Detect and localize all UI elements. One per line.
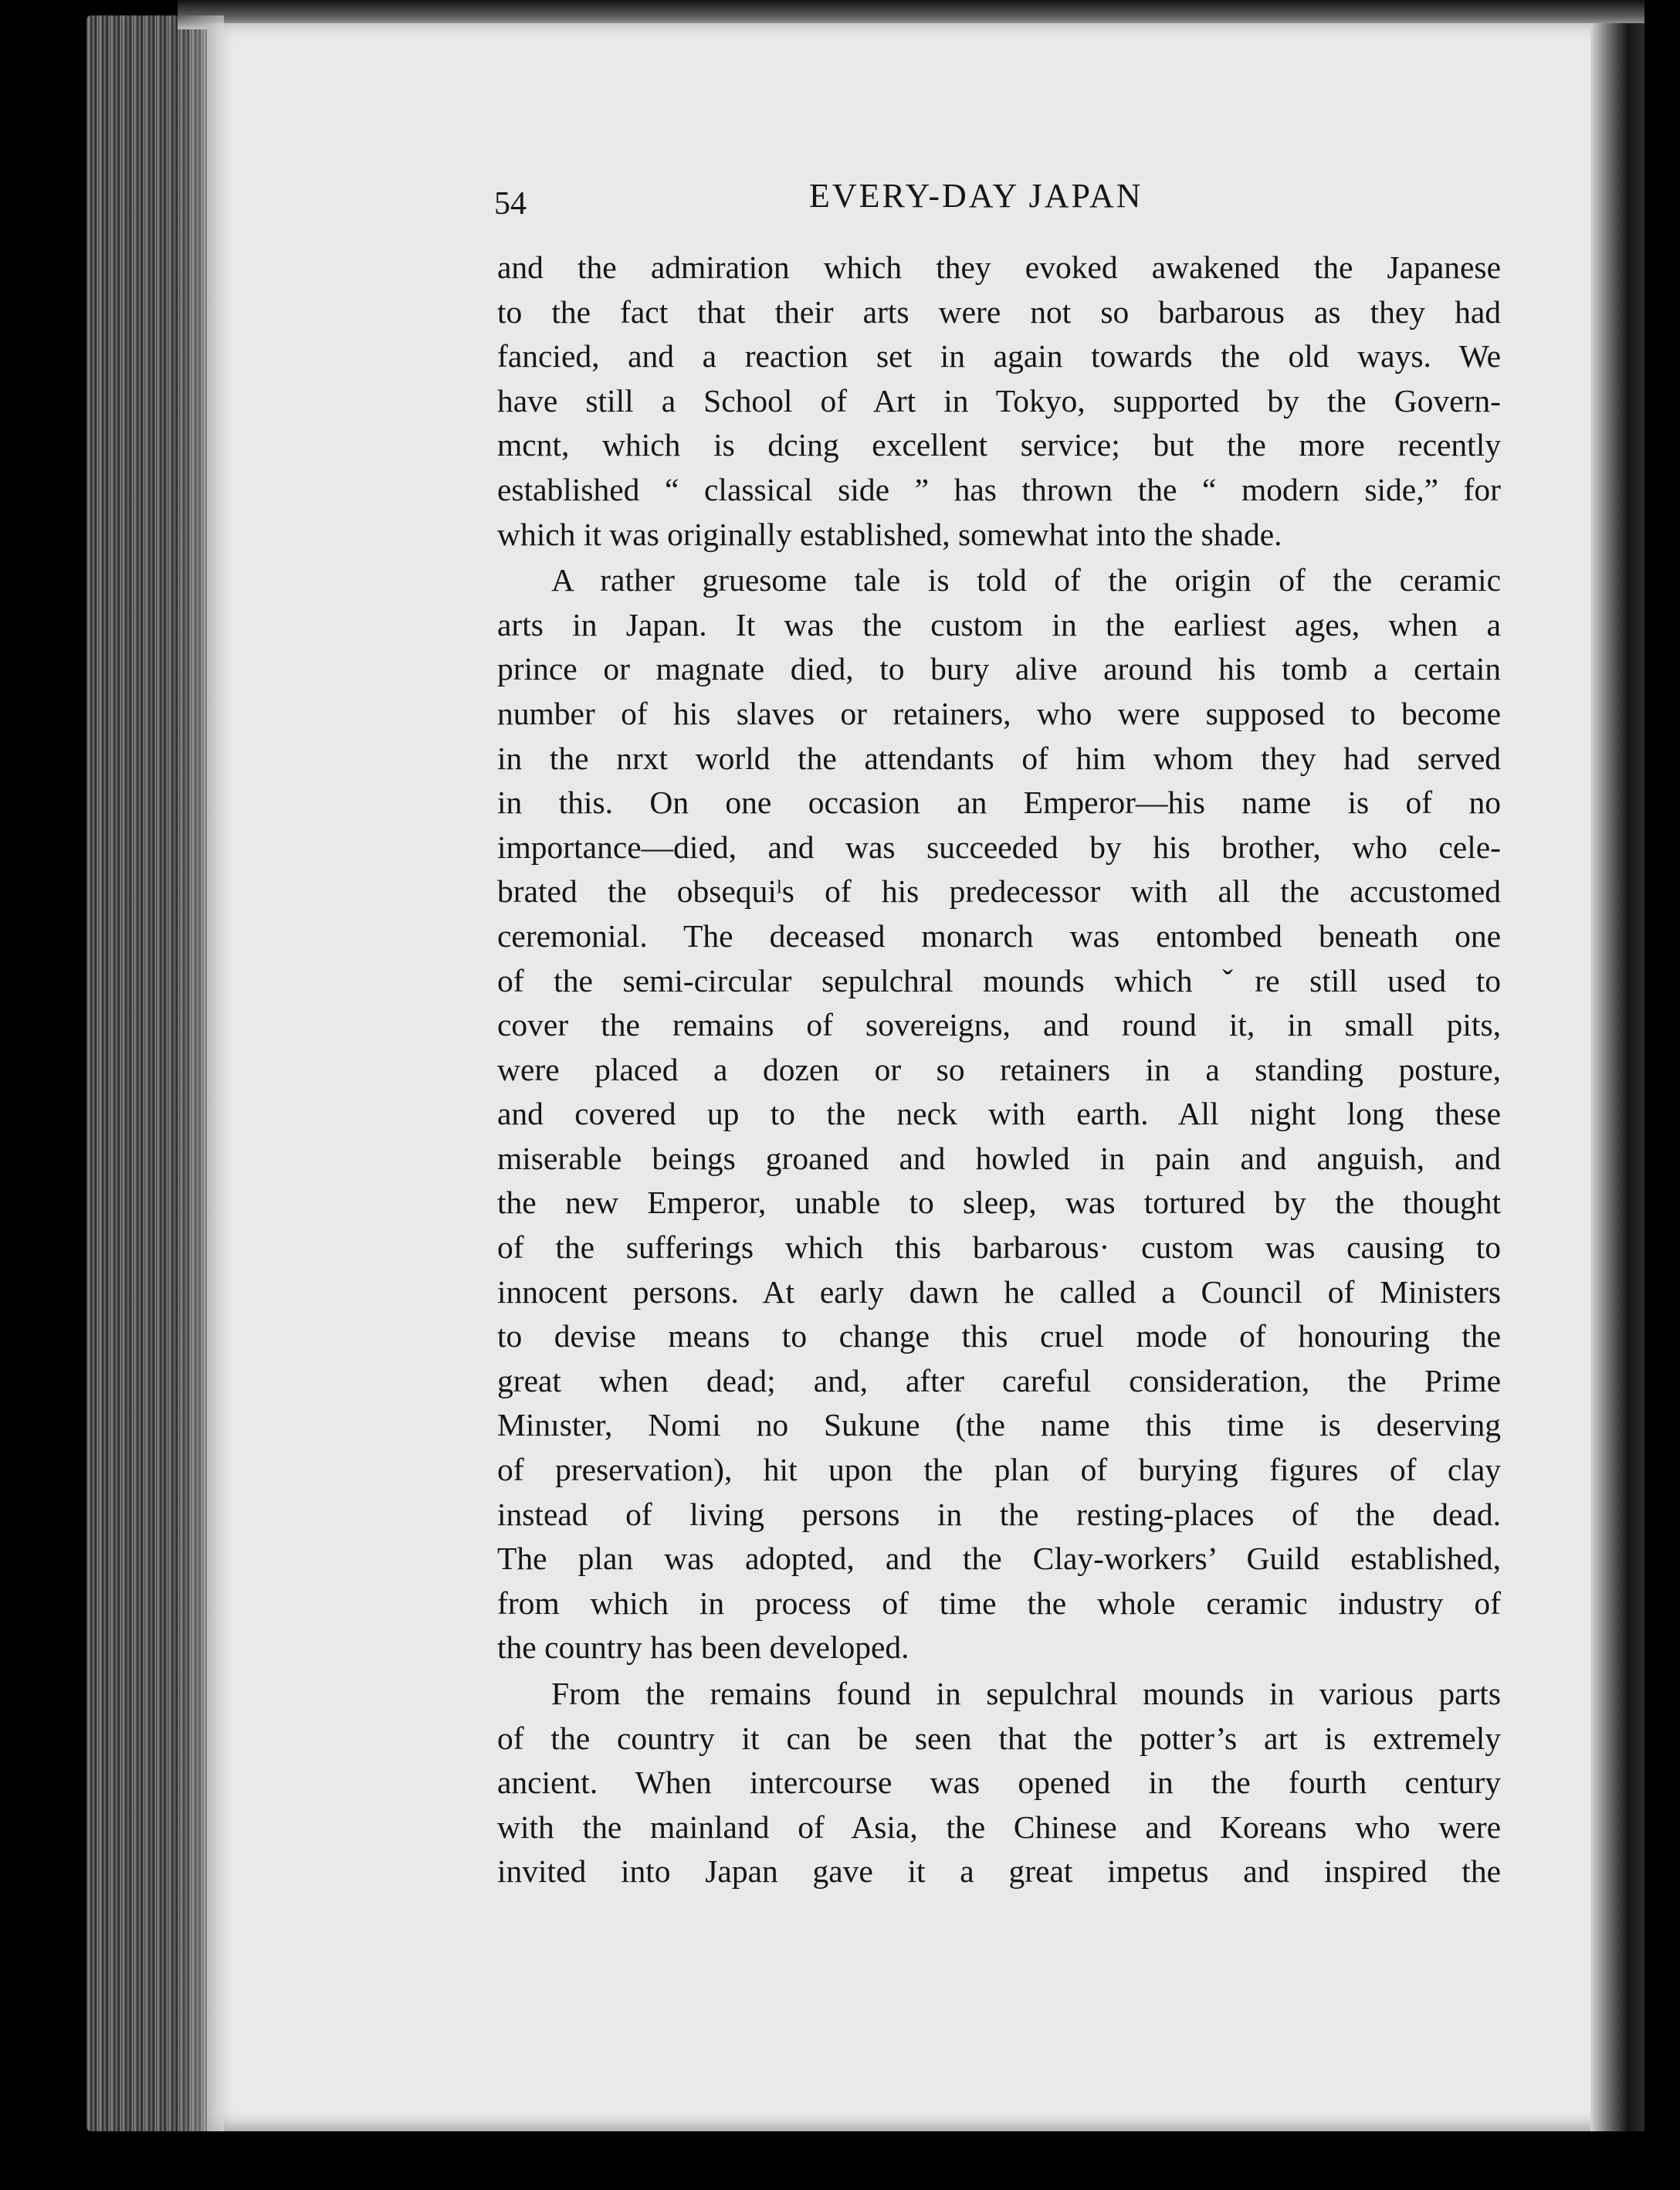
text-line: with the mainland of Asia, the Chinese and Koreans who were — [497, 1809, 1501, 1845]
text-line: to the fact that their arts were not so barbarous as they had — [497, 293, 1501, 330]
page-edge-shadow — [178, 15, 224, 2131]
text-line: mcnt, which is dcing excellent service; but the more recently — [497, 427, 1501, 463]
text-line: number of his slaves or retainers, who were supposed to become — [497, 695, 1501, 731]
text-line: ceremonial. The deceased monarch was entombed beneath one — [497, 917, 1501, 954]
running-head: EVERY-DAY JAPAN — [809, 177, 1143, 215]
paragraph — [497, 1672, 1501, 1894]
text-line: Minıster, Nomi no Sukune (the name this time is deserving — [497, 1407, 1501, 1443]
text-line: were placed a dozen or so retainers in a standing posture, — [497, 1051, 1501, 1087]
text-line: of the semi-circular sepulchral mounds which ˇre still used to — [497, 962, 1501, 998]
page-header — [494, 171, 1513, 225]
binding-shadow — [1590, 23, 1644, 2131]
text-line: invited into Japan gave it a great impetus and inspired the — [497, 1853, 1501, 1890]
text-line: to devise means to change this cruel mode of honouring the — [497, 1318, 1501, 1354]
text-line: A rather gruesome tale is told of the origin of the ceramic — [551, 562, 1501, 598]
text-line: prince or magnate died, to bury alive around his tomb a certain — [497, 651, 1501, 687]
text-line: and covered up to the neck with earth. All night long these — [497, 1096, 1501, 1132]
text-line: and the admiration which they evoked awakened the Japanese — [497, 249, 1501, 285]
text-line: great when dead; and, after careful consideration, the Prime — [497, 1362, 1501, 1398]
text-line: fancied, and a reaction set in again towards the old ways. We — [497, 338, 1501, 375]
text-line: which it was originally established, somewhat into the shade. — [497, 516, 1282, 552]
body-text — [497, 246, 1501, 1894]
text-line: brated the obsequiˡs of his predecessor with all the accustomed — [497, 873, 1501, 910]
text-line: in this. On one occasion an Emperor—his name is of no — [497, 785, 1501, 821]
text-line: of the sufferings which this barbarous· custom was causing to — [497, 1229, 1501, 1266]
text-line: ancient. When intercourse was opened in the fourth century — [497, 1765, 1501, 1801]
text-line: The plan was adopted, and the Clay-workers’ Guild established, — [497, 1541, 1501, 1577]
text-line: innocent persons. At early dawn he called a Council of Ministers — [497, 1273, 1501, 1310]
text-line: from which in process of time the whole ceramic industry of — [497, 1585, 1501, 1621]
text-line: importance—died, and was succeeded by his brother, who cele- — [497, 829, 1501, 865]
text-line: established “ classical side ” has thrown the “ modern side,” for — [497, 471, 1501, 507]
text-line: miserable beings groaned and howled in pain and anguish, and — [497, 1140, 1501, 1176]
text-line: instead of living persons in the resting-places of the dead. — [497, 1496, 1501, 1532]
text-line: the new Emperor, unable to sleep, was tortured by the thought — [497, 1185, 1501, 1221]
text-line: have still a School of Art in Tokyo, supported by the Govern- — [497, 382, 1501, 419]
paragraph — [497, 246, 1501, 557]
text-line: cover the remains of sovereigns, and round it, in small pits, — [497, 1007, 1501, 1043]
text-line: arts in Japan. It was the custom in the earliest ages, when a — [497, 606, 1501, 642]
page-number: 54 — [494, 186, 527, 222]
text-line: of the country it can be seen that the potter’s art is extremely — [497, 1720, 1501, 1756]
paragraph — [497, 558, 1501, 1670]
text-line: in the nrxt world the attendants of him whom they had served — [497, 740, 1501, 776]
text-line: From the remains found in sepulchral mounds in various parts — [551, 1676, 1501, 1711]
text-line: of preservation), hit upon the plan of burying figures of clay — [497, 1452, 1501, 1488]
text-line: the country has been developed. — [497, 1629, 909, 1666]
